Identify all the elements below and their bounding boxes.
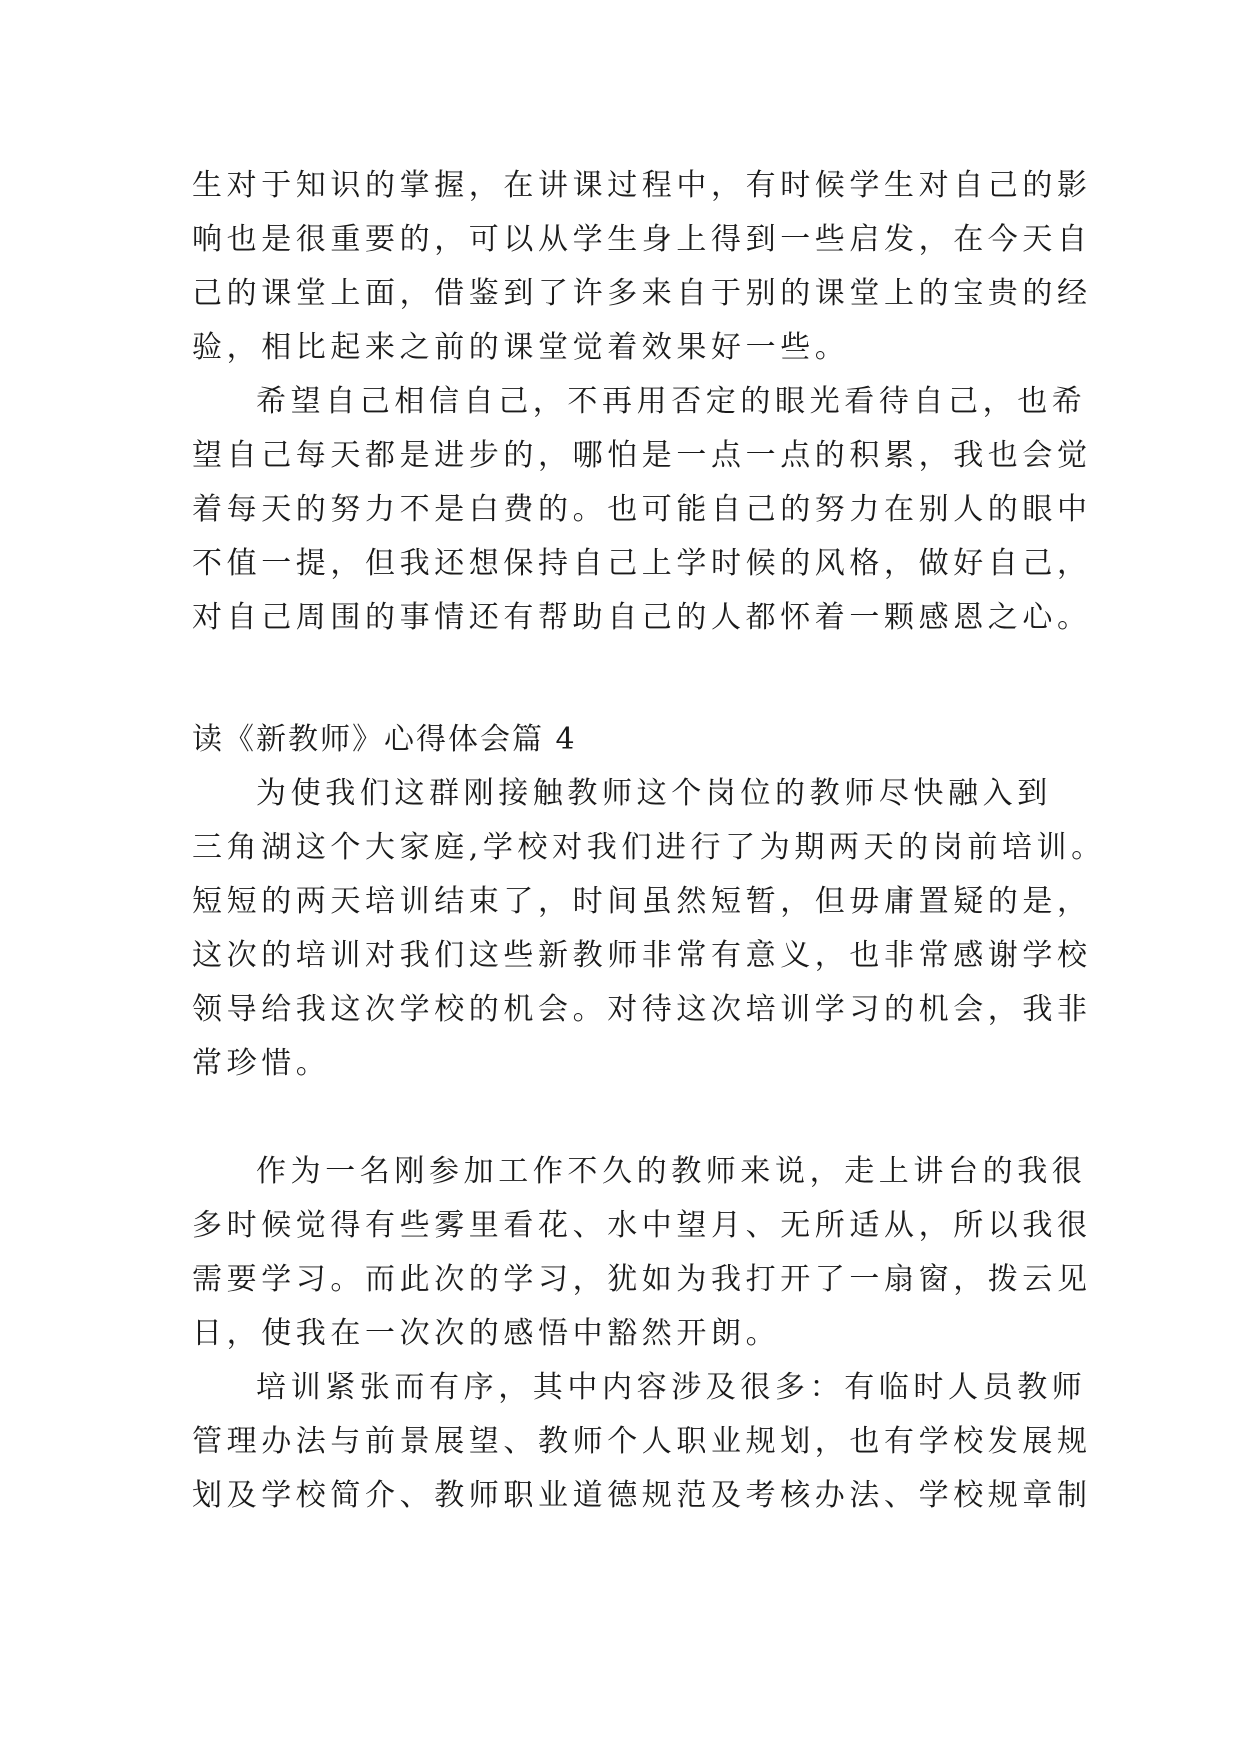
paragraph-line: 日，使我在一次次的感悟中豁然开朗。 [192, 1316, 781, 1351]
paragraph-line: 三角湖这个大家庭,学校对我们进行了为期两天的岗前培训。 [192, 830, 1106, 865]
paragraph-line: 着每天的努力不是白费的。也可能自己的努力在别人的眼中 [192, 492, 1092, 527]
paragraph-line: 不值一提，但我还想保持自己上学时候的风格，做好自己， [192, 546, 1092, 581]
paragraph-line: 短短的两天培训结束了，时间虽然短暂，但毋庸置疑的是， [192, 884, 1092, 919]
paragraph-line: 生对于知识的掌握，在讲课过程中，有时候学生对自己的影 [192, 168, 1092, 203]
paragraph-training-intro [192, 767, 1106, 1091]
paragraph-continuation [192, 159, 1092, 375]
paragraph-line: 对自己周围的事情还有帮助自己的人都怀着一颗感恩之心。 [192, 600, 1092, 635]
paragraph-line: 希望自己相信自己，不再用否定的眼光看待自己，也希 [256, 384, 1087, 419]
paragraph-line: 需要学习。而此次的学习，犹如为我打开了一扇窗，拨云见 [192, 1262, 1092, 1297]
paragraph-line: 验，相比起来之前的课堂觉着效果好一些。 [192, 330, 850, 365]
section-heading-block [192, 713, 1072, 767]
paragraph-line: 己的课堂上面，借鉴到了许多来自于别的课堂上的宝贵的经 [192, 276, 1092, 311]
paragraph-line: 领导给我这次学校的机会。对待这次培训学习的机会，我非 [192, 992, 1092, 1027]
paragraph-line: 管理办法与前景展望、教师个人职业规划，也有学校发展规 [192, 1424, 1092, 1459]
paragraph-training-content [192, 1361, 1092, 1523]
paragraph-new-teacher [192, 1145, 1092, 1361]
paragraph-line: 划及学校简介、教师职业道德规范及考核办法、学校规章制 [192, 1478, 1092, 1513]
section-heading: 读《新教师》心得体会篇 4 [192, 722, 577, 757]
paragraph-line: 多时候觉得有些雾里看花、水中望月、无所适从，所以我很 [192, 1208, 1092, 1243]
paragraph-line: 作为一名刚参加工作不久的教师来说，走上讲台的我很 [256, 1154, 1087, 1189]
paragraph-hope [192, 375, 1092, 645]
paragraph-line: 为使我们这群刚接触教师这个岗位的教师尽快融入到 [256, 776, 1052, 811]
paragraph-line: 这次的培训对我们这些新教师非常有意义，也非常感谢学校 [192, 938, 1092, 973]
paragraph-line: 响也是很重要的，可以从学生身上得到一些启发，在今天自 [192, 222, 1092, 257]
paragraph-line: 培训紧张而有序，其中内容涉及很多：有临时人员教师 [256, 1370, 1087, 1405]
paragraph-line: 望自己每天都是进步的，哪怕是一点一点的积累，我也会觉 [192, 438, 1092, 473]
paragraph-line: 常珍惜。 [192, 1046, 331, 1081]
